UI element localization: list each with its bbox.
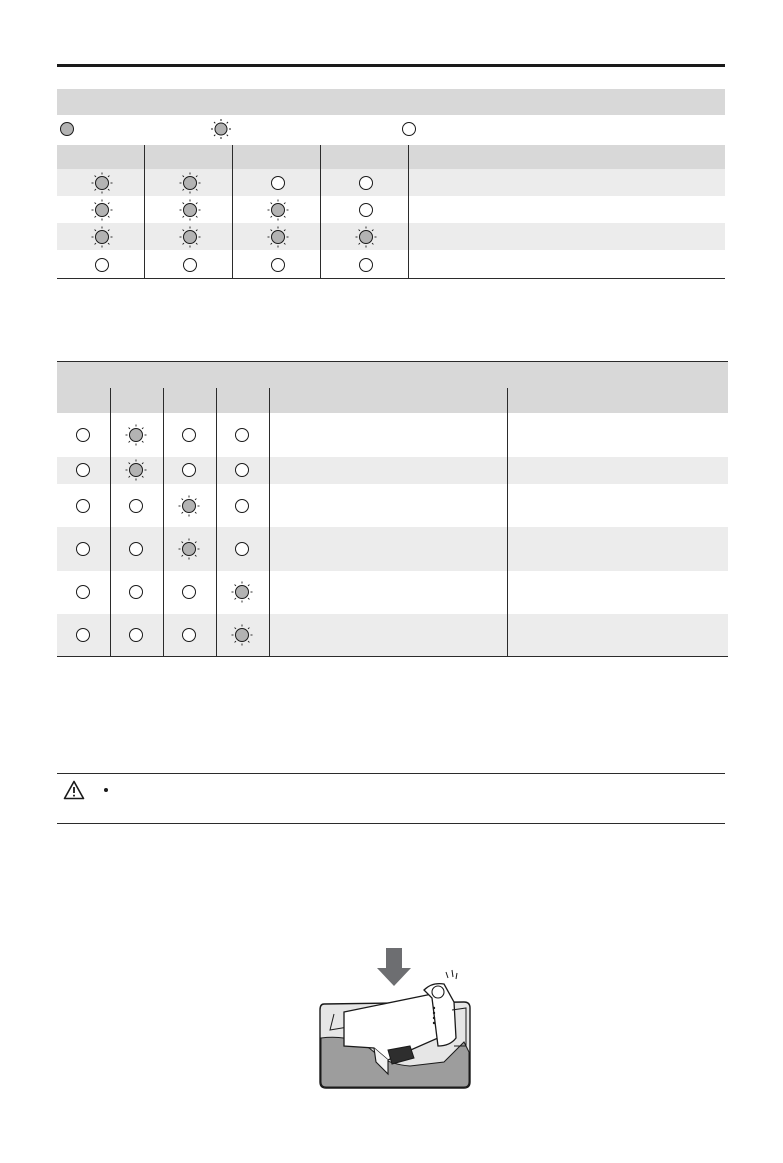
table1-header-row [57,145,725,169]
led-off-icon [174,455,204,485]
led-off-icon [87,250,117,280]
table1-divider [232,145,233,278]
table2-row [57,413,728,457]
led-off-icon [68,534,98,564]
legend-blinking [210,119,238,139]
table2-header-row [57,388,728,413]
led-blinking-icon [121,455,151,485]
battery-insertion-illustration [314,942,474,1092]
led-off-icon [68,620,98,650]
led-off-icon [351,250,381,280]
table1-divider [408,145,409,278]
table2-row [57,457,728,484]
led-off-icon [68,455,98,485]
table2-row [57,571,728,614]
led-blinking-icon [121,420,151,450]
led-off-icon [263,168,293,198]
table2-divider [507,388,508,656]
table2-row [57,527,728,571]
led-off-icon [227,420,257,450]
led-off-icon [121,534,151,564]
led-off-icon [68,577,98,607]
led-off-icon [121,491,151,521]
led-blinking-icon [175,168,205,198]
table2-divider [163,388,164,656]
table2-row [57,484,728,527]
led-off-icon [174,577,204,607]
table1-divider [320,145,321,278]
table2-divider [110,388,111,656]
led-off-icon [174,620,204,650]
led-blinking-icon [263,222,293,252]
table2-divider [216,388,217,656]
led-off-icon [68,491,98,521]
table2-divider [269,388,270,656]
led-off-icon [174,420,204,450]
led-blinking-icon [351,222,381,252]
warning-triangle-icon [63,780,85,800]
top-rule [57,64,725,67]
table1-row [57,223,725,250]
led-off-icon [227,491,257,521]
table1-title-band [57,89,725,115]
led-blinking-icon [175,222,205,252]
led-off-icon [175,250,205,280]
led-off-icon [351,195,381,225]
table1-row [57,169,725,196]
legend-solid [59,119,81,139]
led-blinking-icon [263,195,293,225]
warning-top-rule [57,773,725,774]
led-off-icon [263,250,293,280]
led-off-icon [227,534,257,564]
led-blinking-icon [175,195,205,225]
led-blinking-icon [87,168,117,198]
table1-divider [144,145,145,278]
led-blinking-icon [174,534,204,564]
table2-row [57,614,728,656]
led-off-icon [121,620,151,650]
led-blinking-icon [210,119,232,139]
led-off-icon [121,577,151,607]
led-solid-icon [59,121,75,137]
table2-bottom-rule [57,656,728,657]
led-off-icon [68,420,98,450]
led-off-icon [401,121,417,137]
led-off-icon [351,168,381,198]
warning-bullet [104,788,108,792]
led-blinking-icon [227,577,257,607]
led-blinking-icon [174,491,204,521]
table1-row [57,250,725,278]
led-blinking-icon [87,195,117,225]
warning-bottom-rule [57,823,725,824]
legend-off [401,119,423,139]
led-blinking-icon [227,620,257,650]
led-off-icon [227,455,257,485]
led-blinking-icon [87,222,117,252]
table1-bottom-rule [57,278,725,279]
table2-title-band [57,362,728,388]
table2-top-rule [57,361,728,362]
table1-row [57,196,725,223]
